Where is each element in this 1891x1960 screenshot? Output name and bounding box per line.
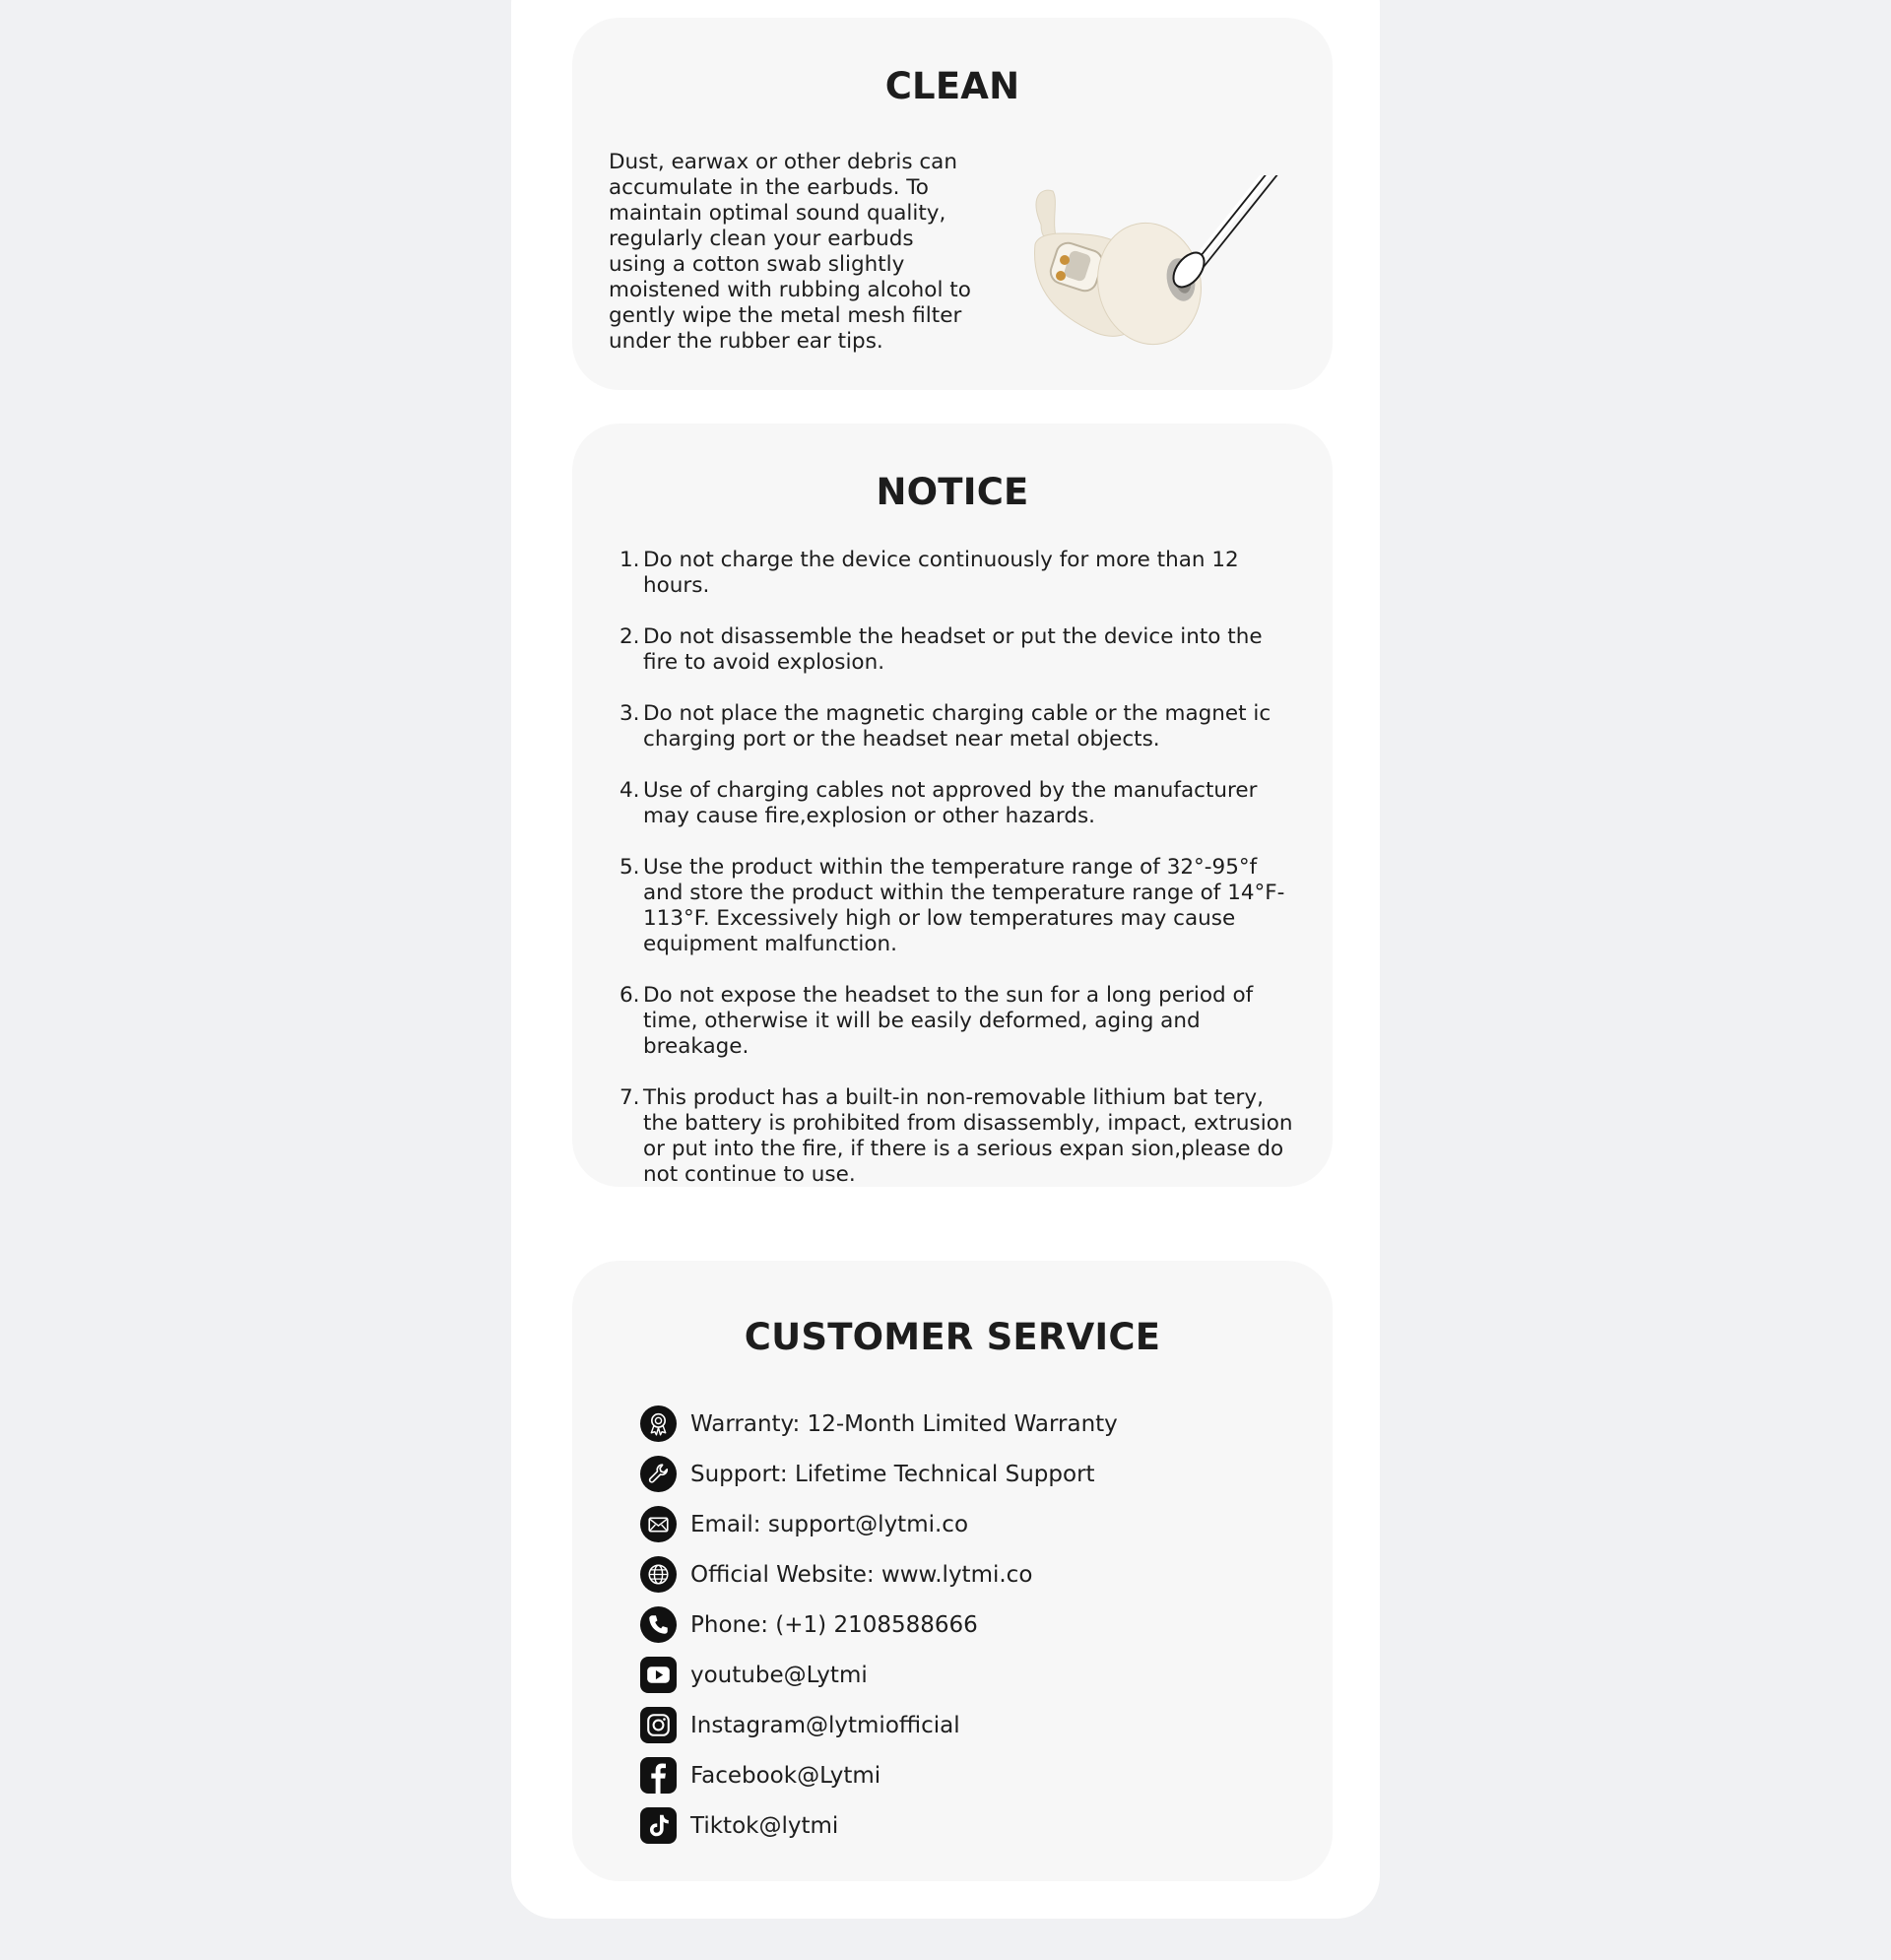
list-item [619,983,1299,1060]
list-item-text: Do not disassemble the headset or put the device into the fire to avoid explosion. [643,624,1263,675]
youtube-text[interactable]: youtube@Lytmi [690,1662,868,1688]
email-text[interactable]: Email: support@lytmi.co [690,1511,969,1537]
list-item-number: 4. [619,778,640,803]
list-item-number: 2. [619,624,640,649]
notice-card [572,424,1333,1187]
list-item-number: 1. [619,548,640,572]
earbud-cleaning-illustration [1002,175,1317,412]
list-item [619,624,1299,676]
phone-item[interactable] [640,1600,1271,1650]
notice-list [619,548,1299,1213]
website-item[interactable] [640,1549,1271,1600]
list-item [619,855,1299,957]
customer-service-list [640,1399,1271,1851]
clean-title: CLEAN [884,65,1020,107]
list-item-number: 6. [619,983,640,1008]
list-item-text: Do not expose the headset to the sun for a long period of time, otherwise it will be easily deformed, aging and breakage. [643,983,1254,1059]
youtube-item[interactable] [640,1650,1271,1700]
phone-text[interactable]: Phone: (+1) 2108588666 [690,1611,978,1638]
list-item-text: Do not place the magnetic charging cable or the magnet ic charging port or the headset near metal objects. [643,701,1272,751]
list-item-text: This product has a built-in non-removable lithium bat tery, the battery is prohibited from disassembly, impact, extrusion or put into the fire, if there is a serious expan sion,please do not continue to use. [643,1085,1293,1187]
instagram-text[interactable]: Instagram@lytmiofficial [690,1712,960,1738]
facebook-icon [640,1757,677,1794]
facebook-text[interactable]: Facebook@Lytmi [690,1762,881,1789]
tiktok-item[interactable] [640,1800,1271,1851]
notice-title: NOTICE [876,471,1029,513]
clean-description: Dust, earwax or other debris can accumulate in the earbuds. To maintain optimal sound quality, regularly clean your earbuds using a cotton swab slightly moistened with rubbing alcohol to gently wipe the metal mesh filter under the rubber ear tips. [609,150,971,354]
list-item-text: Do not charge the device continuously for more than 12 hours. [643,548,1239,598]
warranty-badge-icon [640,1405,677,1442]
wrench-icon [640,1456,677,1492]
customer-service-title: CUSTOMER SERVICE [744,1316,1161,1358]
clean-card [572,18,1333,390]
support-item [640,1449,1271,1499]
list-item [619,548,1299,599]
phone-icon [640,1606,677,1643]
globe-icon [640,1556,677,1593]
list-item-number: 5. [619,855,640,880]
instagram-icon [640,1707,677,1743]
instagram-item[interactable] [640,1700,1271,1750]
warranty-text: Warranty: 12-Month Limited Warranty [690,1410,1118,1437]
facebook-item[interactable] [640,1750,1271,1800]
support-text: Support: Lifetime Technical Support [690,1461,1095,1487]
tiktok-text[interactable]: Tiktok@lytmi [690,1812,839,1839]
list-item-number: 3. [619,701,640,726]
list-item [619,778,1299,829]
list-item [619,701,1299,752]
content-sheet [511,0,1380,1919]
email-item[interactable] [640,1499,1271,1549]
envelope-icon [640,1506,677,1542]
list-item-text: Use of charging cables not approved by the manufacturer may cause fire,explosion or other hazards. [643,778,1258,828]
warranty-item [640,1399,1271,1449]
list-item [619,1085,1299,1188]
tiktok-icon [640,1807,677,1844]
list-item-text: Use the product within the temperature range of 32°-95°f and store the product within the temperature range of 14°F-113°F. Excessively high or low temperatures may cause equipment malfunction. [643,855,1285,956]
list-item-number: 7. [619,1085,640,1110]
website-text[interactable]: Official Website: www.lytmi.co [690,1561,1033,1588]
customer-service-card [572,1261,1333,1881]
youtube-icon [640,1657,677,1693]
